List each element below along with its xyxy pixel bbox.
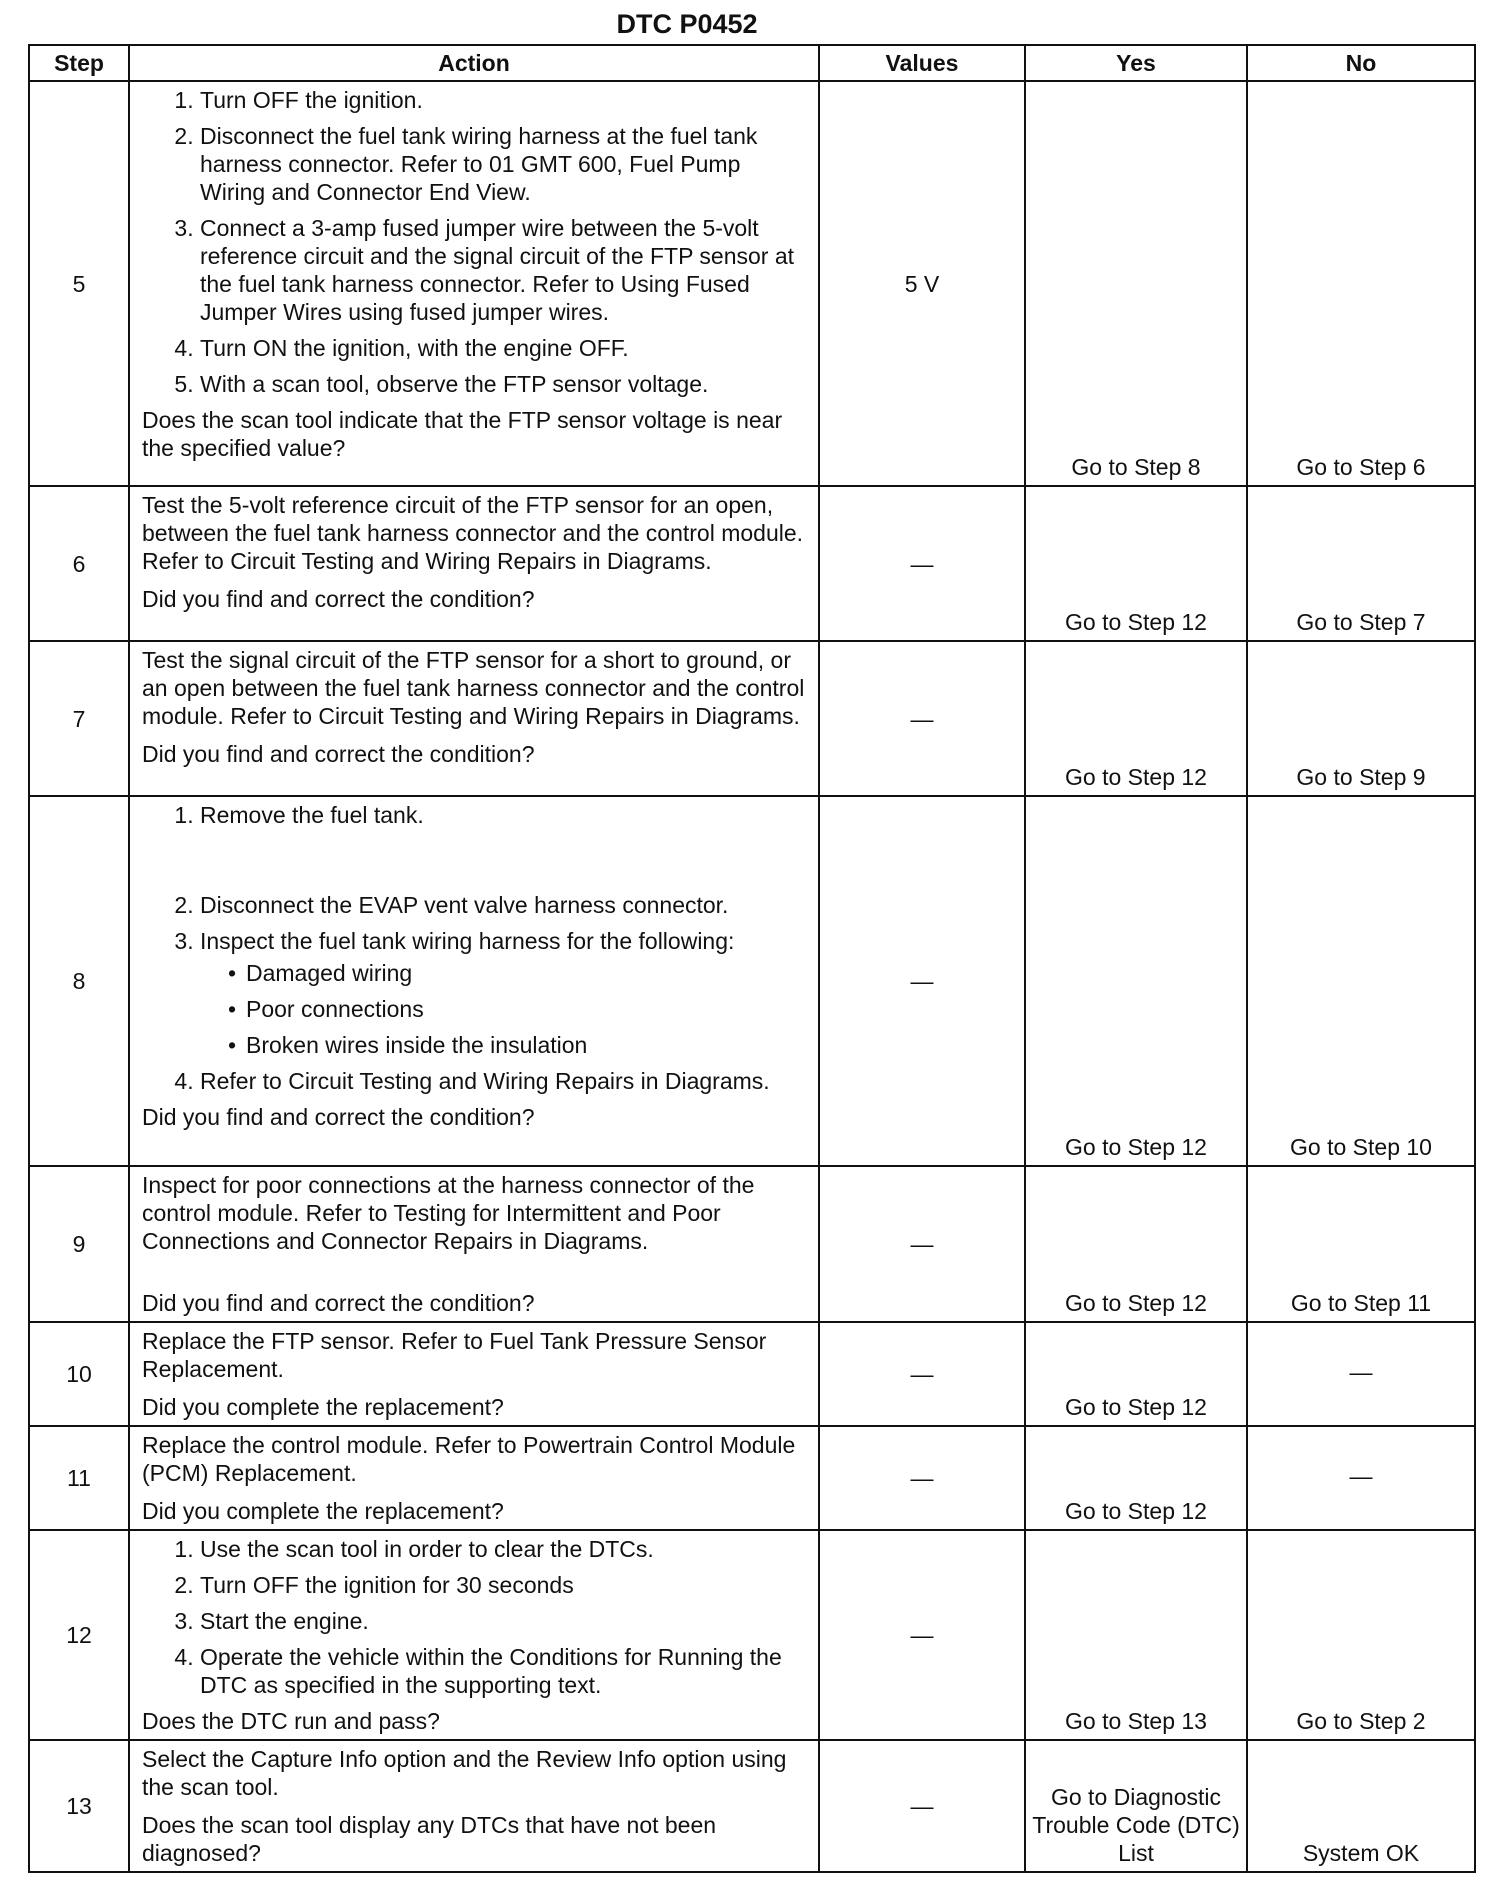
step-number: 6 xyxy=(29,486,129,641)
no-cell: Go to Step 6 xyxy=(1247,81,1475,486)
yes-cell: Go to Step 12 xyxy=(1025,1426,1247,1530)
table-row xyxy=(29,1426,1475,1530)
action-steps xyxy=(142,86,810,398)
header-yes: Yes xyxy=(1025,45,1247,81)
table-row xyxy=(29,1530,1475,1740)
step-number: 9 xyxy=(29,1166,129,1322)
list-item-text: Remove the fuel tank. xyxy=(200,802,424,828)
list-item: 3. Connect a 3-amp fused jumper wire between the 5-volt reference circuit and the signal circuit of the FTP sensor at the fuel tank harness connector. Refer to Using Fused Jumper Wires using fused jumper wires. xyxy=(200,214,810,326)
action-cell xyxy=(129,486,819,641)
no-cell: Go to Step 2 xyxy=(1247,1530,1475,1740)
action-cell xyxy=(129,81,819,486)
action-text: Select the Capture Info option and the Review Info option using the scan tool. xyxy=(142,1746,787,1800)
header-step: Step xyxy=(29,45,129,81)
value-cell: — xyxy=(819,486,1025,641)
action-question: Did you complete the replacement? xyxy=(142,1394,504,1420)
yes-cell: Go to Step 12 xyxy=(1025,1166,1247,1322)
yes-cell: Go to Step 8 xyxy=(1025,81,1247,486)
table-row xyxy=(29,796,1475,1166)
no-cell: Go to Step 10 xyxy=(1247,796,1475,1166)
action-steps xyxy=(142,1535,810,1699)
yes-cell: Go to Step 12 xyxy=(1025,486,1247,641)
action-question: Did you complete the replacement? xyxy=(142,1498,504,1524)
value-cell: — xyxy=(819,1166,1025,1322)
list-item: 2. Turn OFF the ignition for 30 seconds xyxy=(200,1571,810,1599)
list-item xyxy=(200,801,810,883)
table-row xyxy=(29,486,1475,641)
table-row xyxy=(29,1740,1475,1872)
action-text: Replace the FTP sensor. Refer to Fuel Tank Pressure Sensor Replacement. xyxy=(142,1328,767,1382)
table-row xyxy=(29,1166,1475,1322)
value-cell: — xyxy=(819,1740,1025,1872)
list-item: 4. Refer to Circuit Testing and Wiring Repairs in Diagrams. xyxy=(200,1067,810,1095)
action-question: Did you find and correct the condition? xyxy=(142,1290,535,1316)
value-cell: — xyxy=(819,641,1025,796)
action-question: Does the DTC run and pass? xyxy=(142,1708,440,1734)
action-text: Inspect for poor connections at the harness connector of the control module. Refer to Testing for Intermittent and Poor Connections and Connector Repairs in Diagrams. xyxy=(142,1172,755,1254)
yes-cell: Go to Step 13 xyxy=(1025,1530,1247,1740)
yes-cell: Go to Step 12 xyxy=(1025,1322,1247,1426)
action-cell xyxy=(129,1426,819,1530)
action-cell xyxy=(129,796,819,1166)
table-row xyxy=(29,1322,1475,1426)
value-cell: — xyxy=(819,1426,1025,1530)
list-item: 1. Use the scan tool in order to clear the DTCs. xyxy=(200,1535,810,1563)
action-cell xyxy=(129,641,819,796)
list-item-text: Inspect the fuel tank wiring harness for the following: xyxy=(200,928,735,954)
step-number: 11 xyxy=(29,1426,129,1530)
action-text: Test the signal circuit of the FTP sensor for a short to ground, or an open between the fuel tank harness connector and the control module. Refer to Circuit Testing and Wiring Repairs in Diagrams. xyxy=(142,647,805,729)
list-item: 4. Turn ON the ignition, with the engine OFF. xyxy=(200,334,810,362)
value-cell: — xyxy=(819,796,1025,1166)
list-item: 2. Disconnect the fuel tank wiring harness at the fuel tank harness connector. Refer to 01 GMT 600, Fuel Pump Wiring and Connector End View. xyxy=(200,122,810,206)
no-cell: Go to Step 11 xyxy=(1247,1166,1475,1322)
step-number: 5 xyxy=(29,81,129,486)
action-question: Did you find and correct the condition? xyxy=(142,741,535,767)
action-text: Replace the control module. Refer to Powertrain Control Module (PCM) Replacement. xyxy=(142,1432,796,1486)
value-cell: — xyxy=(819,1530,1025,1740)
value-cell: 5 V xyxy=(819,81,1025,486)
action-text: Test the 5-volt reference circuit of the FTP sensor for an open, between the fuel tank harness connector and the control module. Refer to Circuit Testing and Wiring Repairs in Diagrams. xyxy=(142,492,804,574)
list-item: 1. Turn OFF the ignition. xyxy=(200,86,810,114)
value-cell: — xyxy=(819,1322,1025,1426)
step-number: 10 xyxy=(29,1322,129,1426)
list-item: 2. Disconnect the EVAP vent valve harness connector. xyxy=(200,891,810,919)
action-question: Does the scan tool display any DTCs that have not been diagnosed? xyxy=(142,1812,717,1866)
list-item: 5. With a scan tool, observe the FTP sensor voltage. xyxy=(200,370,810,398)
bullet-item: • Poor connections xyxy=(228,995,810,1023)
list-item xyxy=(200,927,810,1059)
action-cell xyxy=(129,1322,819,1426)
bullet-item: • Broken wires inside the insulation xyxy=(228,1031,810,1059)
step-number: 13 xyxy=(29,1740,129,1872)
list-item: 4. Operate the vehicle within the Conditions for Running the DTC as specified in the supporting text. xyxy=(200,1643,810,1699)
yes-cell: Go to Step 12 xyxy=(1025,641,1247,796)
no-cell: — xyxy=(1247,1322,1475,1426)
diagnostic-table xyxy=(28,44,1476,1873)
no-cell: Go to Step 7 xyxy=(1247,486,1475,641)
header-row xyxy=(29,45,1475,81)
header-values: Values xyxy=(819,45,1025,81)
table-row xyxy=(29,641,1475,796)
table-row xyxy=(29,81,1475,486)
step-number: 7 xyxy=(29,641,129,796)
step-number: 8 xyxy=(29,796,129,1166)
yes-cell: Go to Step 12 xyxy=(1025,796,1247,1166)
list-item: 3. Start the engine. xyxy=(200,1607,810,1635)
bullet-item: • Damaged wiring xyxy=(228,959,810,987)
action-steps xyxy=(142,801,810,1095)
action-cell xyxy=(129,1530,819,1740)
no-cell: System OK xyxy=(1247,1740,1475,1872)
step-number: 12 xyxy=(29,1530,129,1740)
no-cell: Go to Step 9 xyxy=(1247,641,1475,796)
action-cell xyxy=(129,1740,819,1872)
action-question: Did you find and correct the condition? xyxy=(142,586,535,612)
page-title: DTC P0452 xyxy=(616,9,758,39)
no-cell: — xyxy=(1247,1426,1475,1530)
action-question: Does the scan tool indicate that the FTP sensor voltage is near the specified value? xyxy=(142,407,783,461)
yes-cell: Go to Diagnostic Trouble Code (DTC) List xyxy=(1025,1740,1247,1872)
bullet-list xyxy=(200,959,810,1059)
action-cell xyxy=(129,1166,819,1322)
action-question: Did you find and correct the condition? xyxy=(142,1104,535,1130)
header-no: No xyxy=(1247,45,1475,81)
header-action: Action xyxy=(129,45,819,81)
